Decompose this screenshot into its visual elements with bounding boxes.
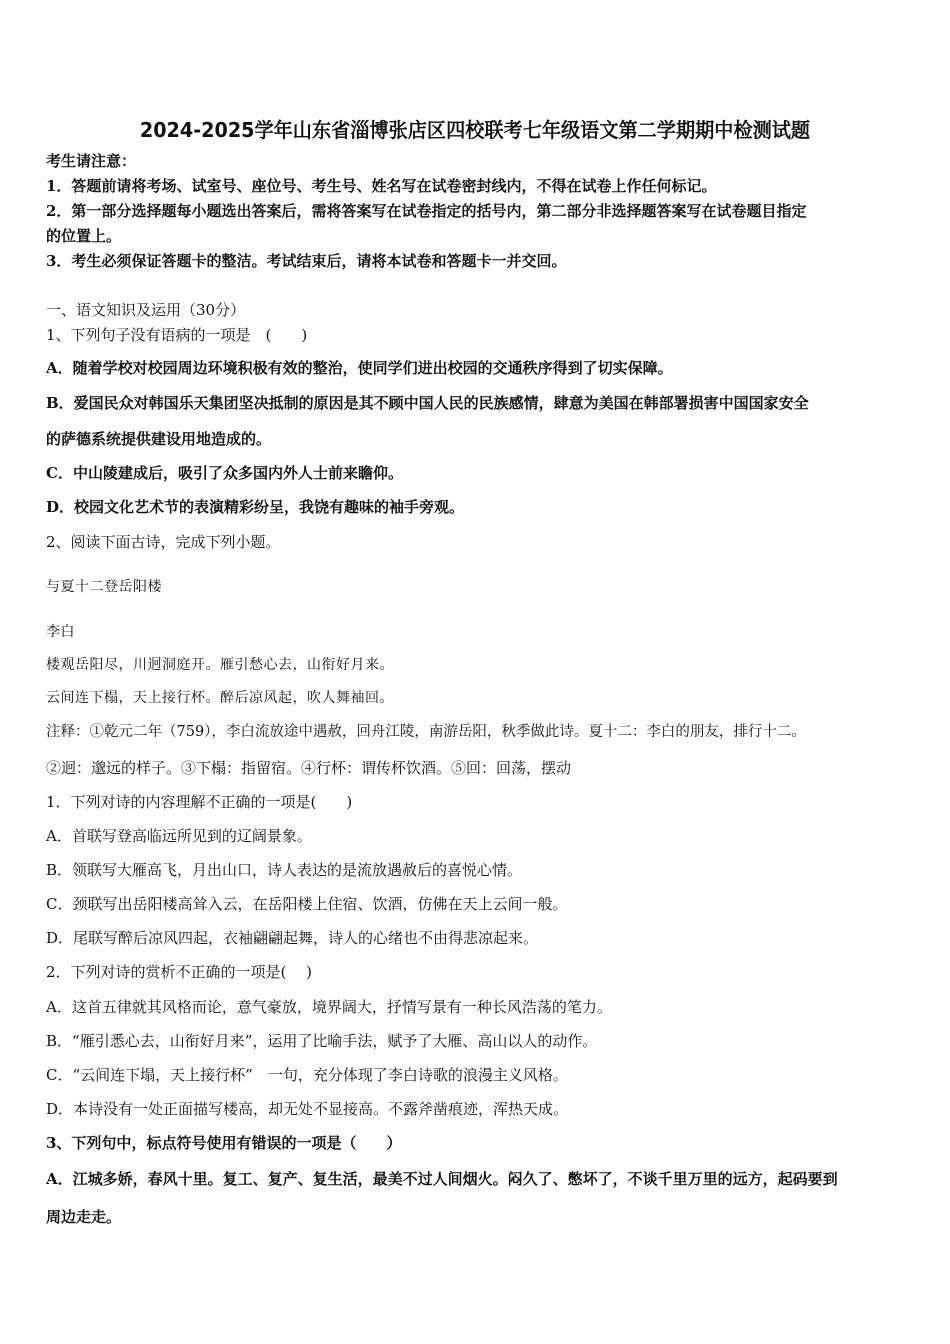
poem-author: 李白 [46, 624, 75, 640]
section-heading: 一、语文知识及运用（30分） [46, 301, 246, 319]
notice-item: 的位置上。 [46, 227, 122, 245]
poem-note: ②迥：邈远的样子。③下榻：指留宿。④行杯：谓传杯饮酒。⑤回：回荡，摆动 [46, 759, 572, 777]
question-2-stem: 2、阅读下面古诗，完成下列小题。 [46, 533, 281, 551]
poem-line: 云间连下榻，天上接行杯。醉后凉风起，吹人舞袖回。 [46, 690, 394, 706]
question-1-stem: 1、下列句子没有语病的一项是 ( ) [46, 326, 308, 344]
poem-title: 与夏十二登岳阳楼 [46, 579, 162, 595]
question-1-option-b-cont: 的萨德系统提供建设用地造成的。 [46, 430, 272, 448]
subquestion-2-option-c: C．“云间连下塌，天上接行杯” 一句，充分体现了李白诗歌的浪漫主义风格。 [46, 1066, 568, 1084]
subquestion-1-option-c: C．颈联写出岳阳楼高耸入云，在岳阳楼上住宿、饮酒，仿佛在天上云间一般。 [46, 895, 568, 913]
question-1-option-d: D．校园文化艺术节的表演精彩纷呈，我饶有趣味的袖手旁观。 [46, 498, 465, 516]
question-1-option-b: B．爱国民众对韩国乐天集团坚决抵制的原因是其不顾中国人民的民族感情，肆意为美国在韩部署损害中国国家安全 [46, 394, 809, 412]
page-title: 2024-2025学年山东省淄博张店区四校联考七年级语文第二学期期中检测试题 [139, 118, 811, 142]
question-3-option-a: A．江城多娇，春风十里。复工、复产、复生活，最美不过人间烟火。闷久了、憋坏了，不谈千里万里的远方，起码要到 [46, 1170, 838, 1188]
question-3-stem: 3、下列句中，标点符号使用有错误的一项是（ ） [46, 1134, 402, 1152]
poem-note: 注释：①乾元二年（759），李白流放途中遇赦，回舟江陵，南游岳阳，秋季做此诗。夏十二：李白的朋友，排行十二。 [46, 724, 806, 740]
subquestion-1-option-a: A．首联写登高临远所见到的辽阔景象。 [46, 827, 312, 845]
notice-item: 3．考生必须保证答题卡的整洁。考试结束后，请将本试卷和答题卡一并交回。 [46, 252, 567, 270]
subquestion-2-stem: 2．下列对诗的赏析不正确的一项是( ) [46, 963, 313, 981]
question-1-option-c: C．中山陵建成后，吸引了众多国内外人士前来瞻仰。 [46, 464, 403, 482]
subquestion-2-option-d: D．本诗没有一处正面描写楼高，却无处不显接高。不露斧凿痕迹，浑热天成。 [46, 1100, 569, 1118]
notice-item: 2．第一部分选择题每小题选出答案后，需将答案写在试卷指定的括号内，第二部分非选择题答案写在试卷题目指定 [46, 202, 807, 220]
subquestion-2-option-a: A．这首五律就其风格而论，意气豪放，境界阔大，抒情写景有一种长风浩荡的笔力。 [46, 998, 612, 1016]
question-3-option-a-cont: 周边走走。 [46, 1208, 122, 1226]
subquestion-2-option-b: B．“雁引悉心去，山衔好月来”，运用了比喻手法，赋予了大雁、高山以人的动作。 [46, 1032, 598, 1050]
notice-heading: 考生请注意： [46, 152, 137, 170]
poem-line: 楼观岳阳尽，川迥洞庭开。雁引愁心去，山衔好月来。 [46, 657, 394, 673]
subquestion-1-stem: 1．下列对诗的内容理解不正确的一项是( ) [46, 793, 353, 811]
subquestion-1-option-b: B．领联写大雁高飞，月出山口，诗人表达的是流放遇赦后的喜悦心情。 [46, 861, 523, 879]
question-1-option-a: A．随着学校对校园周边环境积极有效的整治，使同学们进出校园的交通秩序得到了切实保障。 [46, 359, 673, 377]
subquestion-1-option-d: D．尾联写醉后凉风四起，衣袖翩翩起舞，诗人的心绪也不由得悲凉起来。 [46, 929, 539, 947]
notice-item: 1．答题前请将考场、试室号、座位号、考生号、姓名写在试卷密封线内，不得在试卷上作任何标记。 [46, 177, 717, 195]
